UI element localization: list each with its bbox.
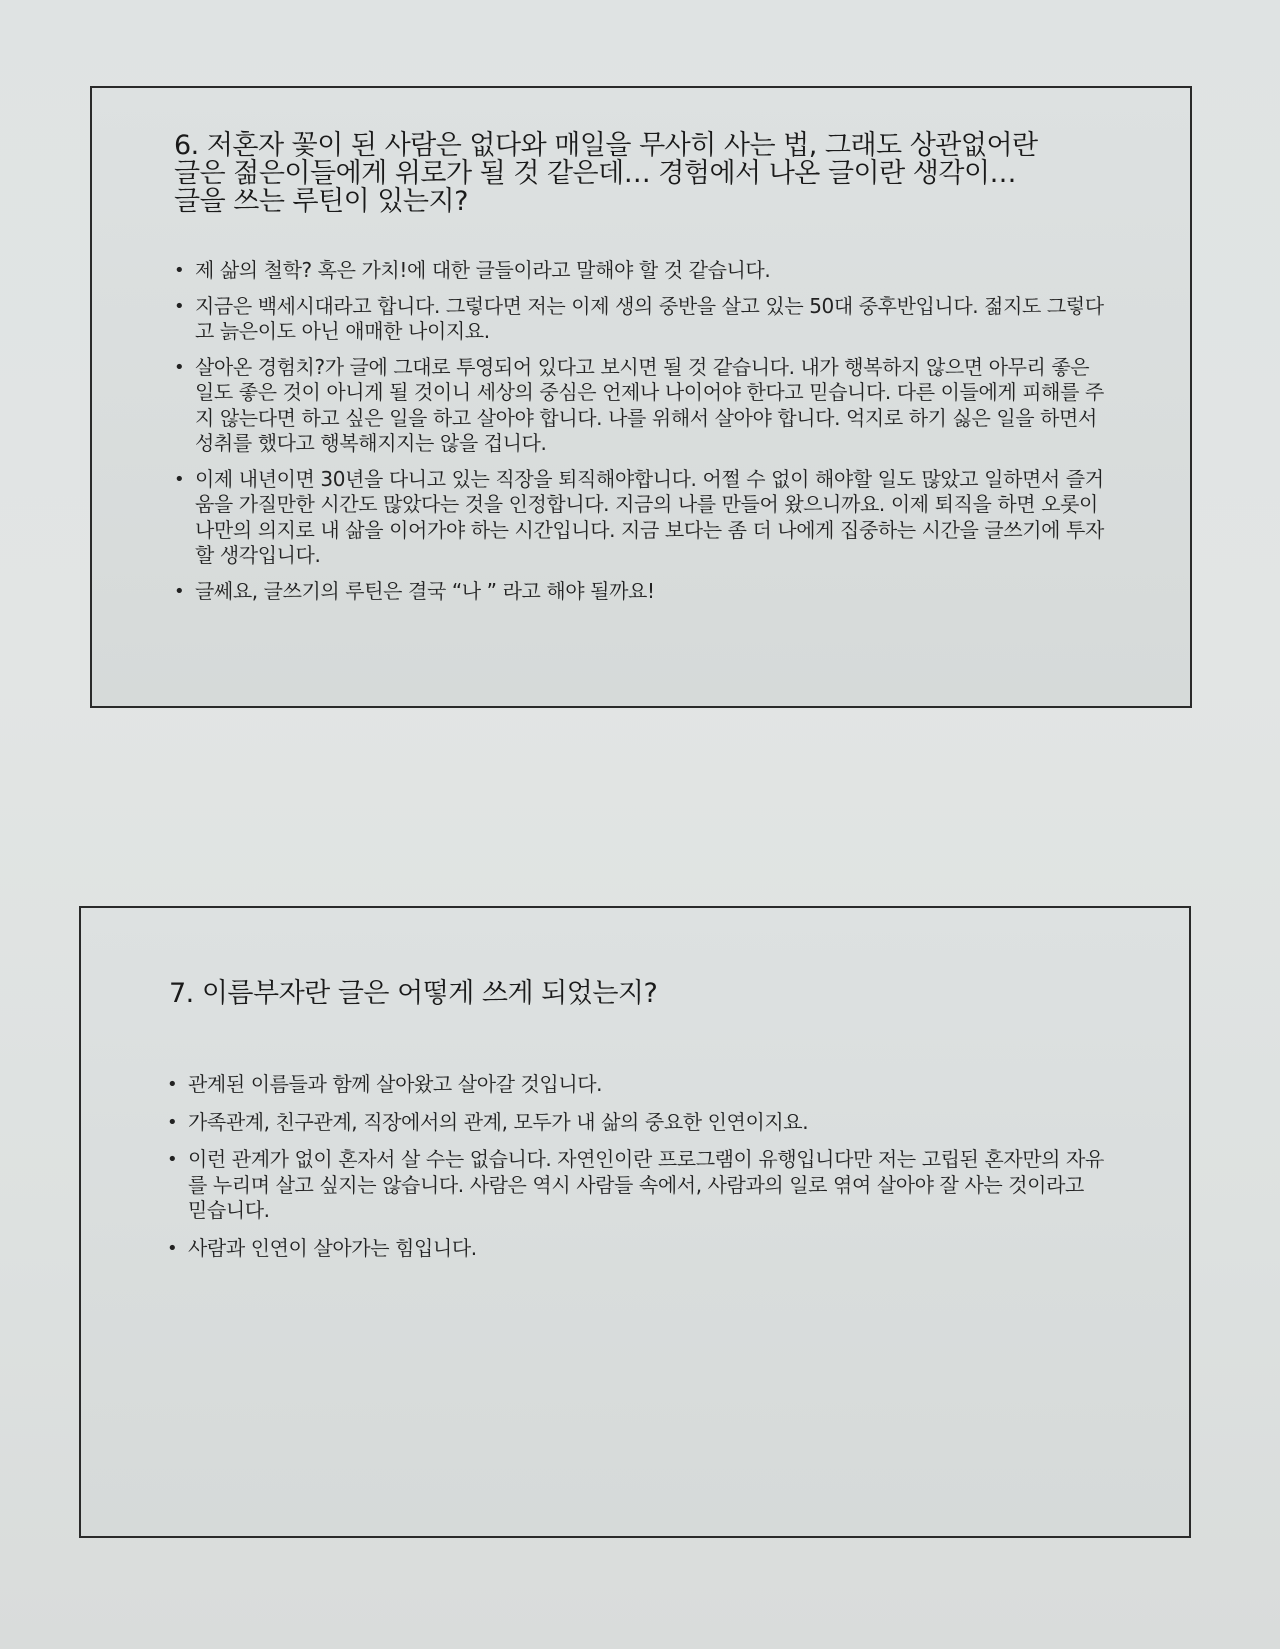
answer-bullet: • 지금은 백세시대라고 합니다. 그렇다면 저는 이제 생의 중반을 살고 있는 50대 중후반입니다. 젊지도 그렇다고 늙은이도 아닌 애매한 나이지요. <box>172 294 1112 345</box>
answer-bullet: • 제 삶의 철학? 혹은 가치!에 대한 글들이라고 말해야 할 것 같습니다. <box>172 258 1112 284</box>
answer-bullet: • 이런 관계가 없이 혼자서 살 수는 없습니다. 자연인이란 프로그램이 유행입니다만 저는 고립된 혼자만의 자유를 누리며 살고 싶지는 않습니다. 사람은 역시 사람들 속에서, 사람과의 일로 엮여 살아야 잘 사는 것이라고 믿습니다. <box>165 1147 1105 1224</box>
slide-question-6 <box>90 86 1192 708</box>
answer-bullet: • 가족관계, 친구관계, 직장에서의 관계, 모두가 내 삶의 중요한 인연이지요. <box>165 1110 1105 1136</box>
question-title: 6. 저혼자 꽃이 된 사람은 없다와 매일을 무사히 사는 법, 그래도 상관없어란 글은 젊은이들에게 위로가 될 것 같은데… 경험에서 나온 글이란 생각이… 글을 쓰는 루틴이 있는지? <box>174 130 1038 217</box>
answer-list <box>165 1072 1105 1273</box>
answer-bullet: • 이제 내년이면 30년을 다니고 있는 직장을 퇴직해야합니다. 어쩔 수 없이 해야할 일도 많았고 일하면서 즐거움을 가질만한 시간도 많았다는 것을 인정합니다. 지금의 나를 만들어 왔으니까요. 이제 퇴직을 하면 오롯이 나만의 의지로 내 삶을 이어가야 하는 시간입니다. 지금 보다는 좀 더 나에게 집중하는 시간을 글쓰기에 투자할 생각입니다. <box>172 467 1112 569</box>
slide-question-7 <box>79 906 1191 1538</box>
answer-bullet: • 관계된 이름들과 함께 살아왔고 살아갈 것입니다. <box>165 1072 1105 1098</box>
answer-bullet: • 살아온 경험치?가 글에 그대로 투영되어 있다고 보시면 될 것 같습니다. 내가 행복하지 않으면 아무리 좋은 일도 좋은 것이 아니게 될 것이니 세상의 중심은 언제나 나이어야 한다고 믿습니다. 다른 이들에게 피해를 주지 않는다면 하고 싶은 일을 하고 살아야 합니다. 나를 위해서 살아야 합니다. 억지로 하기 싫은 일을 하면서 성취를 했다고 행복해지지는 않을 겁니다. <box>172 355 1112 457</box>
answer-bullet: • 사람과 인연이 살아가는 힘입니다. <box>165 1236 1105 1262</box>
question-title: 7. 이름부자란 글은 어떻게 쓰게 되었는지? <box>169 978 658 1009</box>
answer-bullet: • 글쎄요, 글쓰기의 루틴은 결국 “나 ” 라고 해야 될까요! <box>172 579 1112 605</box>
answer-list <box>172 258 1112 614</box>
